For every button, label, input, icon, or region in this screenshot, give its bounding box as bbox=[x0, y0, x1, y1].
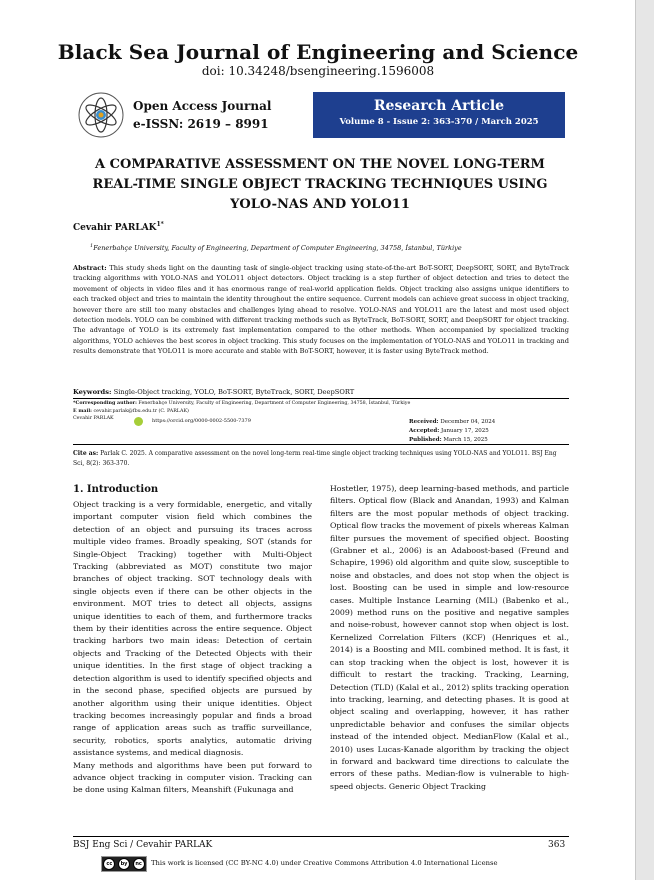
abstract bbox=[73, 263, 569, 357]
keywords-text: Single-Object tracking, YOLO, BoT-SORT, ByteTrack, SORT, DeepSORT bbox=[113, 388, 355, 396]
orcid-name: Cevahir PARLAK bbox=[73, 416, 114, 421]
author-sup: 1* bbox=[156, 221, 164, 228]
article-title bbox=[72, 155, 568, 215]
journal-logo-icon bbox=[78, 92, 124, 138]
dates-block bbox=[409, 418, 495, 445]
affiliation-sup: 1 bbox=[90, 243, 94, 249]
orcid-link[interactable]: https://orcid.org/0000-0002-5500-7379 bbox=[152, 418, 251, 424]
cite-text: Parlak C. 2025. A comparative assessment on the novel long-term real-time single object tracking techniques using YOLO-NAS and YOLO11. BSJ Eng Sci, 8(2): 363-370. bbox=[73, 450, 557, 467]
corr-label: *Corresponding author: bbox=[73, 400, 137, 406]
cc-icon: cc bbox=[103, 858, 115, 870]
divider bbox=[73, 398, 569, 399]
author-name bbox=[73, 221, 164, 233]
footer-divider bbox=[73, 836, 569, 837]
by-icon: by bbox=[118, 858, 130, 870]
volume-info: Volume 8 - Issue 2: 363-370 / March 2025 bbox=[339, 117, 539, 127]
email[interactable]: cevahir.parlak@fbu.edu.tr (C. PARLAK) bbox=[93, 408, 189, 414]
research-article-banner bbox=[313, 92, 565, 138]
body-column-right bbox=[330, 483, 569, 793]
published-label: Published: bbox=[409, 437, 442, 443]
doi[interactable]: doi: 10.34248/bsengineering.1596008 bbox=[201, 64, 435, 78]
citation bbox=[73, 449, 569, 469]
nc-icon: nc bbox=[133, 858, 145, 870]
open-access-label: Open Access Journal bbox=[133, 99, 272, 113]
corr-text: Fenerbahçe University, Faculty of Engineering, Department of Computer Engineering, 34758, İstanbul, Türkiye bbox=[138, 401, 411, 406]
received-label: Received: bbox=[409, 419, 439, 425]
page-number: 363 bbox=[548, 840, 566, 850]
affiliation bbox=[90, 243, 462, 252]
received-date: December 04, 2024 bbox=[440, 419, 496, 425]
abstract-label: Abstract: bbox=[73, 264, 107, 272]
article-title-line: REAL-TIME SINGLE OBJECT TRACKING TECHNIQUES USING bbox=[92, 177, 548, 192]
paragraph: Many methods and algorithms have been put forward to advance object tracking in computer vision. Tracking can be done using Kalman filters, Meanshift (Fukunaga and bbox=[73, 760, 312, 795]
viewer-scroll-strip[interactable] bbox=[636, 0, 654, 880]
accepted-label: Accepted: bbox=[409, 428, 440, 434]
published-date: March 15, 2025 bbox=[443, 437, 488, 443]
accepted-date: January 17, 2025 bbox=[440, 428, 489, 434]
keywords-label: Keywords: bbox=[73, 388, 112, 396]
open-access-block bbox=[133, 97, 271, 133]
divider bbox=[73, 444, 569, 445]
eissn: e-ISSN: 2619 – 8991 bbox=[133, 117, 269, 131]
article-title-line: YOLO-NAS AND YOLO11 bbox=[230, 197, 410, 212]
license-text[interactable]: This work is licensed (CC BY-NC 4.0) under Creative Commons Attribution 4.0 International License bbox=[151, 859, 498, 867]
cc-license-icon[interactable] bbox=[101, 856, 147, 872]
journal-title: Black Sea Journal of Engineering and Science bbox=[57, 40, 579, 64]
cite-label: Cite as: bbox=[73, 450, 99, 457]
footer-running-head: BSJ Eng Sci / Cevahir PARLAK bbox=[73, 840, 213, 850]
orcid-icon[interactable] bbox=[134, 417, 143, 426]
body-column-left bbox=[73, 499, 312, 797]
email-label: E mail: bbox=[73, 407, 92, 414]
article-type: Research Article bbox=[373, 98, 505, 114]
abstract-text: This study sheds light on the daunting task of single-object tracking using state-of-the-art BoT-SORT, DeepSORT, SORT, and ByteTrack tracking algorithms with YOLO-NAS and YOLO11 object detectors. Object tracking is a step further of object detection and tries to detect the movement of objects in video files and it has enormous range of real-world application fields. Object tracking also assigns unique identifiers to each tracked object and tries to maintain the identity throughout the entire sequence. Current models can achieve great success in object tracking, however there are still too many obstacles and challenges lying ahead to resolve. YOLO-NAS and YOLO11 are the latest and most used object detection models. YOLO can be combined with different tracking methods such as ByteTrack, BoT-SORT, SORT, and DeepSORT for object tracking. The advantage of YOLO is its extremely fast implementation compared to the other methods. When accompanied by specialized tracking algorithms, YOLO achieves the best scores in object tracking. This study focuses on the implementation of YOLO-NAS and YOLO11 in tracking and results demonstrate that YOLO11 is more accurate and stable with BoT-SORT, however, it is faster using ByteTrack method. bbox=[73, 264, 569, 356]
paragraph: Object tracking is a very formidable, energetic, and vitally important computer vision field which combines the detection of an object and pursuing its traces across multiple video frames. Broadly speaking, SOT (stands for Single-Object Tracking) together with Multi-Object Tracking (abbreviated as MOT) constitute two major branches of object tracking. SOT technology deals with single objects even if there can be other objects in the environment. MOT tries to detect all objects, assigns unique identities to each of them, and furthermore tracks them by their identities across the entire sequence. Object tracking harbors two main ideas: Detection of certain objects and Tracking of the Detected Objects with their unique identities. In the first stage of object tracking a detection algorithm is used to identify specified objects and in the second phase, specified objects are pursued by another algorithm using their unique identities. Object tracking becomes increasingly popular and finds a broad range of application areas such as traffic surveillance, security, robotics, sports analytics, automatic driving assistance systems, and medical diagnosis. bbox=[73, 500, 312, 758]
author-name-text: Cevahir PARLAK bbox=[73, 223, 157, 233]
article-title-line: A COMPARATIVE ASSESSMENT ON THE NOVEL LONG-TERM bbox=[95, 157, 545, 172]
keywords bbox=[73, 388, 354, 396]
paragraph: Hostetler, 1975), deep learning-based methods, and particle filters. Optical flow (Black and Anandan, 1993) and Kalman filters are the most popular methods of object tracking. Optical flow tracks the movement of pixels whereas Kalman filter pursues the movement of specified object. Boosting (Grabner et al., 2006) is an Adaboost-based (Freund and Schapire, 1996) old algorithm and quite slow, susceptible to noise and obstacles, and does not stop when the object is lost. Boosting can be used in simple and low-resource cases. Multiple Instance Learning (MIL) (Babenko et al., 2009) method runs on the positive and negative samples and noise-robust, however cannot stop when object is lost. Kernelized Correlation Filters (KCF) (Henriques et al., 2014) is a Boosting and MIL combined method. It is fast, it can stop tracking when the object is lost, however it is difficult to restart the tracking. Tracking, Learning, Detection (TLD) (Kalal et al., 2012) splits tracking operation into tracking, learning, and detecting phases. It is good at object scaling and overlapping, however, it has rather unpredictable behavior and confuses the similar objects instead of the intended object. MedianFlow (Kalal et al., 2010) uses Lucas-Kanade algorithm by tracking the object in forward and backward time directions to calculate the errors of these paths. Median-flow is vulnerable to high-speed objects. Generic Object Tracking bbox=[330, 484, 569, 791]
section-heading: 1. Introduction bbox=[73, 484, 159, 495]
affiliation-text: Fenerbahçe University, Faculty of Engineering, Department of Computer Engineering, 34758, İstanbul, Türkiye bbox=[93, 244, 462, 253]
